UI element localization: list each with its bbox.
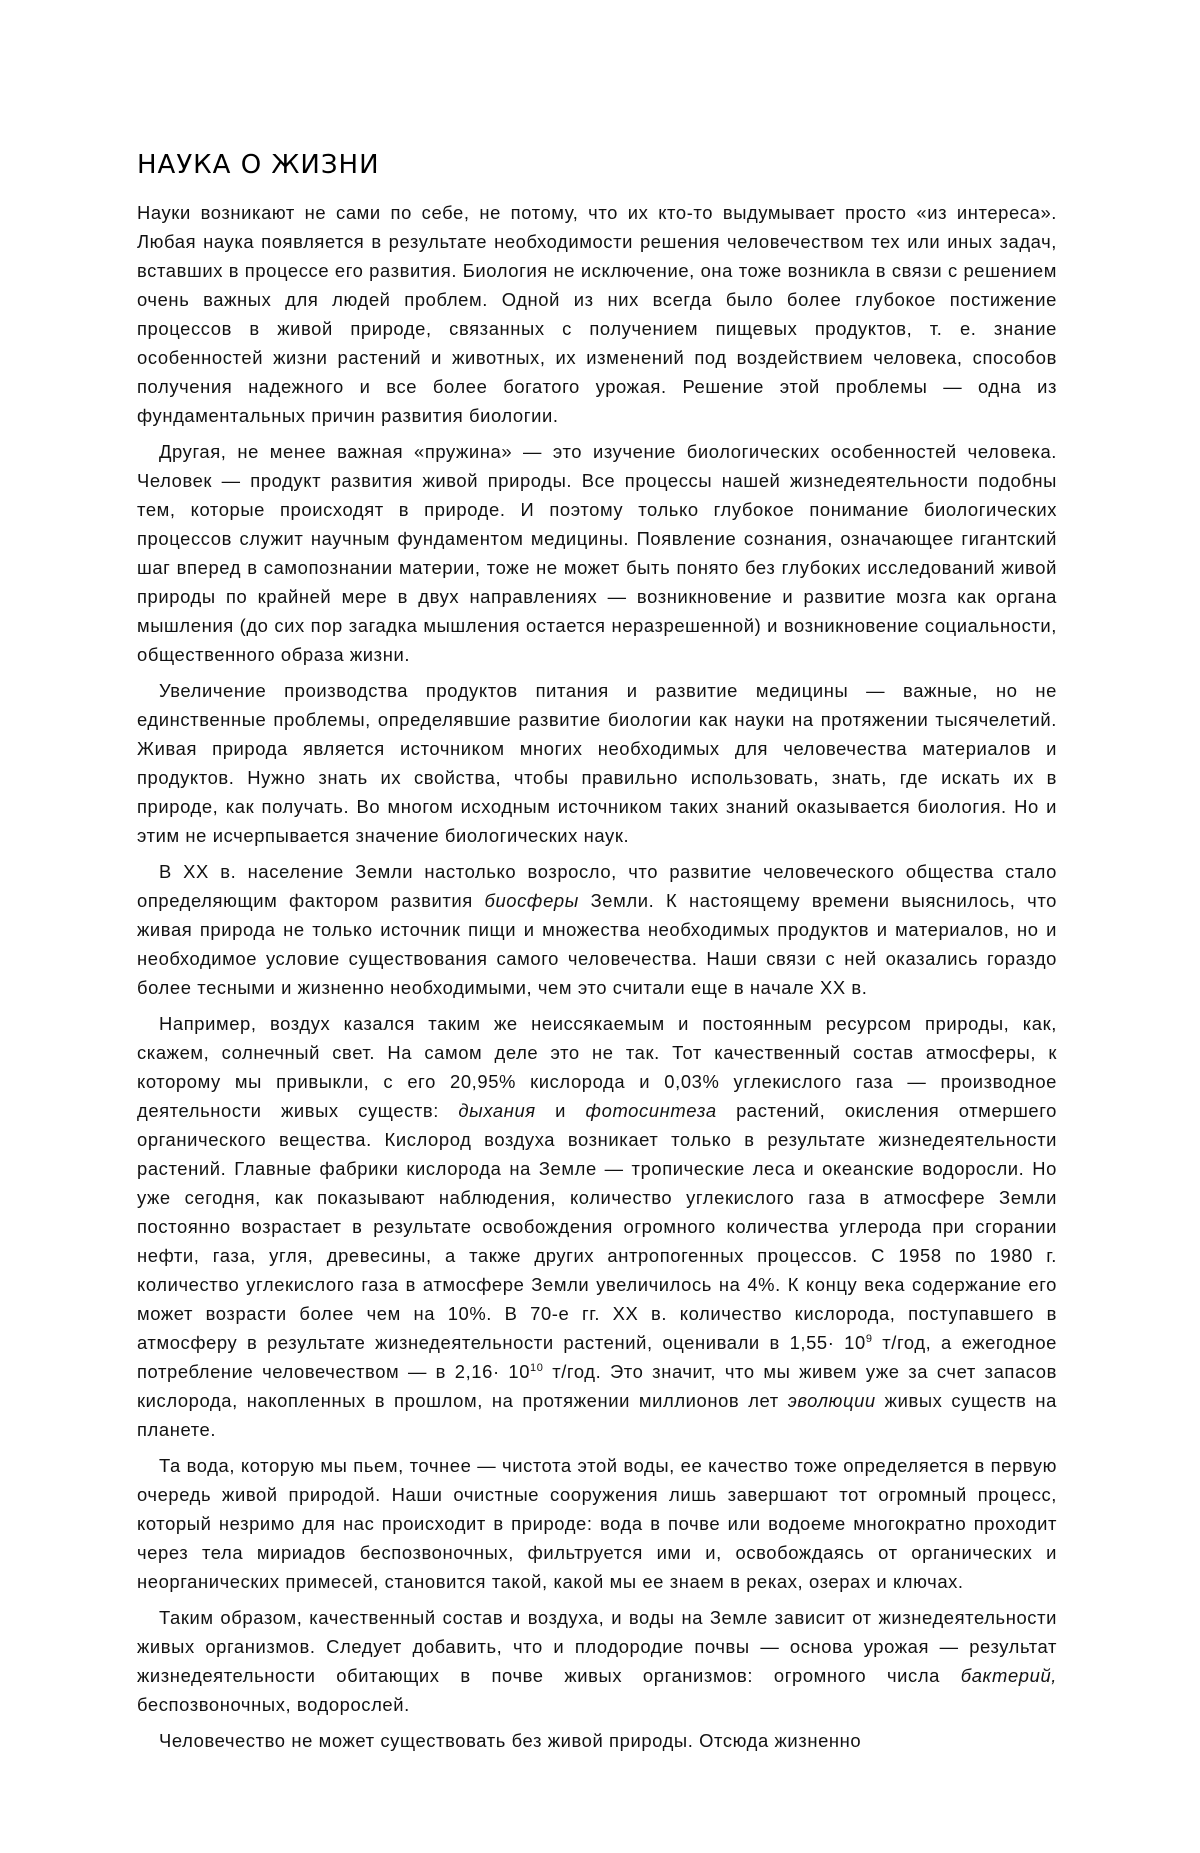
paragraph-3: Увеличение производства продуктов питания и развитие медицины — важные, но не единственные проблемы, определявшие развитие биологии как науки на протяжении тысячелетий. Живая природа является источником многих необходимых для человечества материалов и продуктов. Нужно знать их свойства, чтобы правильно использовать, знать, где искать их в природе, как получать. Во многом исходным источником таких знаний оказывается биология. Но и этим не исчерпывается значение биологических наук. <box>137 676 1057 850</box>
paragraph-5-text-e: т/год. Это значит, что мы живем уже за счет запасов кислорода, накопленных в прошлом, на протяжении миллионов лет <box>137 1361 1057 1411</box>
paragraph-7 <box>137 1603 1057 1719</box>
paragraph-5-text-a: Например, воздух казался таким же неиссякаемым и постоянным ресурсом природы, как, скажем, солнечный свет. На самом деле это не так. Тот качественный состав атмосферы, к которому мы привыкли, с его 20,95% кислорода и 0,03% углекислого газа — производное деятельности живых существ: <box>137 1013 1057 1121</box>
term-photosynthesis: фотосинтеза <box>585 1100 716 1121</box>
paragraph-4-text-a: В XX в. население Земли настолько возросло, что развитие человеческого общества стало определяющим фактором развития <box>137 861 1057 911</box>
paragraph-5-text-d: т/год, а ежегодное потребление человечеством — в 2,16· 10 <box>137 1332 1057 1382</box>
paragraph-7-text-b: беспозвоночных, водорослей. <box>137 1694 410 1715</box>
term-biosphere: биосферы <box>485 890 579 911</box>
paragraph-4 <box>137 857 1057 1002</box>
paragraph-7-text-a: Таким образом, качественный состав и воздуха, и воды на Земле зависит от жизнедеятельности живых организмов. Следует добавить, что и плодородие почвы — основа урожая — результат жизнедеятельности обитающих в почве живых организмов: огромного числа <box>137 1607 1057 1686</box>
exponent-10: 10 <box>530 1362 543 1374</box>
paragraph-4-text-b: Земли. К настоящему времени выяснилось, что живая природа не только источник пищи и множества необходимых продуктов и материалов, но и необходимое условие существования самого человечества. Наши связи с ней оказались гораздо более тесными и жизненно необходимыми, чем это считали еще в начале XX в. <box>137 890 1057 998</box>
exponent-9: 9 <box>866 1333 873 1345</box>
term-respiration: дыхания <box>458 1100 535 1121</box>
paragraph-1: Науки возникают не сами по себе, не потому, что их кто-то выдумывает просто «из интереса». Любая наука появляется в результате необходимости решения человечеством тех или иных задач, вставших в процессе его развития. Биология не исключение, она тоже возникла в связи с решением очень важных для людей проблем. Одной из них всегда было более глубокое постижение процессов в живой природе, связанных с получением пищевых продуктов, т. е. знание особенностей жизни растений и животных, их изменений под воздействием человека, способов получения надежного и все более богатого урожая. Решение этой проблемы — одна из фундаментальных причин развития биологии. <box>137 198 1057 430</box>
paragraph-2: Другая, не менее важная «пружина» — это изучение биологических особенностей человека. Человек — продукт развития живой природы. Все процессы нашей жизнедеятельности подобны тем, которые происходят в природе. И поэтому только глубокое понимание биологических процессов служит научным фундаментом медицины. Появление сознания, означающее гигантский шаг вперед в самопознании материи, тоже не может быть понято без глубоких исследований живой природы по крайней мере в двух направлениях — возникновение и развитие мозга как органа мышления (до сих пор загадка мышления остается неразрешенной) и возникновение социальности, общественного образа жизни. <box>137 437 1057 669</box>
paragraph-8: Человечество не может существовать без живой природы. Отсюда жизненно <box>137 1726 1057 1755</box>
term-bacteria: бактерий, <box>961 1665 1057 1686</box>
paragraph-5-text-f: живых существ на планете. <box>137 1390 1057 1440</box>
page <box>137 150 1057 1762</box>
paragraph-6: Та вода, которую мы пьем, точнее — чистота этой воды, ее качество тоже определяется в первую очередь живой природой. Наши очистные сооружения лишь завершают тот огромный процесс, который незримо для нас происходит в природе: вода в почве или водоеме многократно проходит через тела мириадов беспозвоночных, фильтруется ими и, освобождаясь от органических и неорганических примесей, становится такой, какой мы ее знаем в реках, озерах и ключах. <box>137 1451 1057 1596</box>
paragraph-5 <box>137 1009 1057 1444</box>
paragraph-5-text-c: растений, окисления отмершего органического вещества. Кислород воздуха возникает только в результате жизнедеятельности растений. Главные фабрики кислорода на Земле — тропические леса и океанские водоросли. Но уже сегодня, как показывают наблюдения, количество углекислого газа в атмосфере Земли постоянно возрастает в результате освобождения огромного количества углерода при сгорании нефти, газа, угля, древесины, а также других антропогенных процессов. С 1958 по 1980 г. количество углекислого газа в атмосфере Земли увеличилось на 4%. К концу века содержание его может возрасти более чем на 10%. В 70-е гг. XX в. количество кислорода, поступавшего в атмосферу в результате жизнедеятельности растений, оценивали в 1,55· 10 <box>137 1100 1057 1353</box>
paragraph-5-text-b: и <box>536 1100 586 1121</box>
page-title: НАУКА О ЖИЗНИ <box>137 150 1057 180</box>
term-evolution: эволюции <box>788 1390 876 1411</box>
